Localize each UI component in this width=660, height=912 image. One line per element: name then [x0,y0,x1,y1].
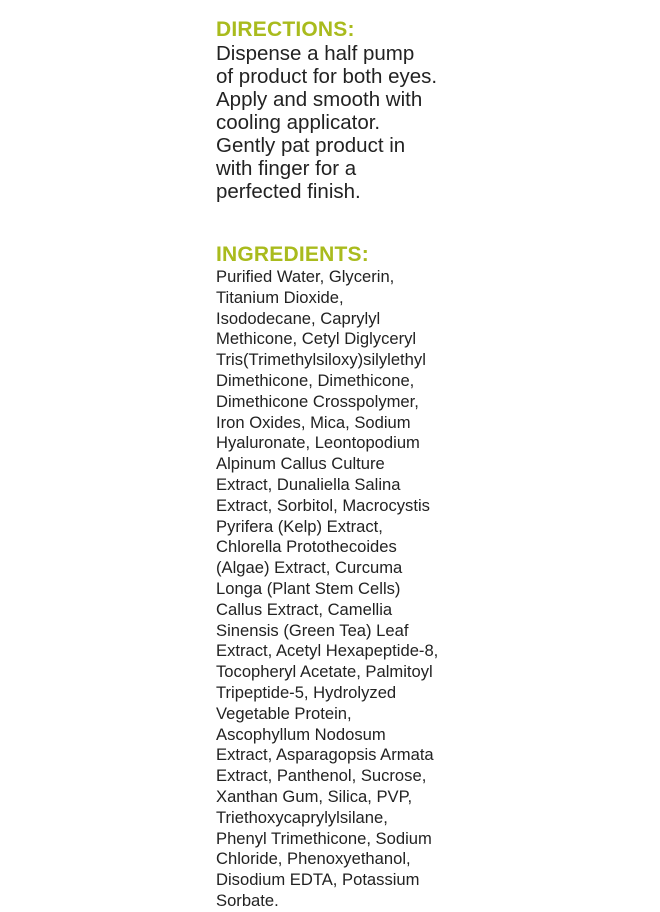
directions-line: cooling applicator. [216,111,381,134]
ingredients-line: Xanthan Gum, Silica, PVP, [216,786,413,806]
ingredients-line: Dimethicone, Dimethicone, [216,370,415,390]
ingredients-line: Tocopheryl Acetate, Palmitoyl [216,662,433,682]
ingredients-line: Phenyl Trimethicone, Sodium [216,828,432,848]
ingredients-line: Purified Water, Glycerin, [216,267,395,286]
ingredients-line: Isododecane, Caprylyl [216,308,381,328]
directions-line: of product for both eyes. [216,65,438,88]
ingredients-line: Triethoxycaprylylsilane, [216,807,388,827]
ingredients-line: Extract, Asparagopsis Armata [216,745,434,765]
ingredients-line: Extract, Acetyl Hexapeptide-8, [216,641,439,661]
ingredients-line: Methicone, Cetyl Diglyceryl [216,329,417,349]
ingredients-line: Vegetable Protein, [216,703,352,723]
ingredients-line: Chloride, Phenoxyethanol, [216,849,411,869]
ingredients-line: Iron Oxides, Mica, Sodium [216,412,411,432]
label-panel [216,18,656,912]
ingredients-line: Extract, Panthenol, Sucrose, [216,766,427,786]
ingredients-line: Disodium EDTA, Potassium [216,870,420,890]
ingredients-line: Tris(Trimethylsiloxy)silylethyl [216,350,426,370]
ingredients-line: Alpinum Callus Culture [216,454,385,474]
ingredients-line: Extract, Sorbitol, Macrocystis [216,495,430,515]
ingredients-line: Titanium Dioxide, [216,287,344,307]
ingredients-line: Chlorella Protothecoides [216,537,397,557]
ingredients-line: Tripeptide-5, Hydrolyzed [216,682,397,702]
ingredients-line: (Algae) Extract, Curcuma [216,558,403,578]
ingredients-line: Callus Extract, Camellia [216,599,393,619]
ingredients-section [216,243,656,912]
ingredients-line: Extract, Dunaliella Salina [216,474,401,494]
ingredients-line: Hyaluronate, Leontopodium [216,433,420,453]
ingredients-line: Ascophyllum Nodosum [216,724,386,744]
ingredients-line: Sinensis (Green Tea) Leaf [216,620,409,640]
directions-line: perfected finish. [216,180,361,203]
directions-line: Dispense a half pump [216,42,415,65]
ingredients-line: Sorbate. [216,890,279,910]
directions-text [216,42,656,203]
directions-section [216,18,656,203]
directions-line: with finger for a [216,157,357,180]
ingredients-text [216,267,656,912]
ingredients-line: Longa (Plant Stem Cells) [216,578,401,598]
ingredients-line: Dimethicone Crosspolymer, [216,391,419,411]
directions-heading: DIRECTIONS: [216,18,355,41]
directions-line: Gently pat product in [216,134,406,157]
directions-line: Apply and smooth with [216,88,423,111]
ingredients-line: Pyrifera (Kelp) Extract, [216,516,383,536]
ingredients-heading: INGREDIENTS: [216,243,369,266]
